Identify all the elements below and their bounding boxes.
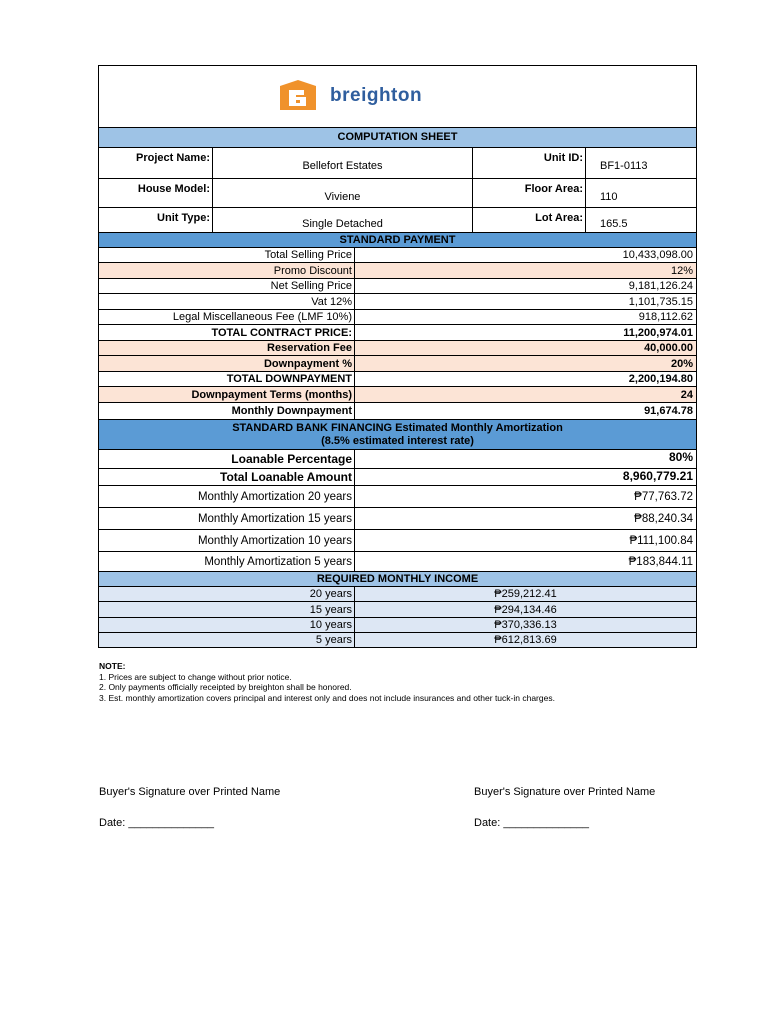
row-label: Monthly Amortization 10 years: [99, 530, 355, 551]
row-label: 5 years: [99, 633, 355, 647]
row-label: Vat 12%: [99, 294, 355, 309]
date-left: Date: ______________: [99, 817, 214, 829]
table-row: [99, 294, 696, 310]
table-row: [99, 486, 696, 508]
lot-area-label: Lot Area:: [535, 212, 583, 224]
row-value: 918,112.62: [638, 311, 693, 323]
row-label: 10 years: [99, 618, 355, 632]
required-income-title: REQUIRED MONTHLY INCOME: [99, 571, 696, 587]
date-right: Date: ______________: [474, 817, 589, 829]
bank-financing-title-line2: (8.5% estimated interest rate): [321, 435, 474, 447]
project-name-value: Bellefort Estates: [212, 148, 473, 178]
row-value: ₱259,212.41: [494, 588, 557, 600]
row-value: 20%: [670, 357, 693, 370]
row-value: ₱111,100.84: [629, 534, 693, 547]
row-value: 2,200,194.80: [628, 373, 693, 385]
notes: [99, 661, 555, 703]
loanable-percentage-label: Loanable Percentage: [99, 450, 355, 468]
unit-type-value: Single Detached: [212, 208, 473, 232]
unit-id-value: BF1-0113: [585, 148, 696, 178]
floor-area-value: 110: [585, 179, 696, 207]
project-row: [99, 148, 696, 179]
loanable-percentage-row: [99, 450, 696, 469]
row-value: 40,000.00: [644, 342, 693, 354]
table-row: [99, 552, 696, 571]
house-model-value: Viviene: [212, 179, 473, 207]
table-row: [99, 618, 696, 633]
breighton-logo: [276, 80, 422, 112]
notes-title: NOTE:: [99, 661, 126, 671]
breighton-logo-icon: [276, 80, 320, 112]
row-label: Net Selling Price: [99, 279, 355, 293]
row-label: Legal Miscellaneous Fee (LMF 10%): [99, 310, 355, 324]
total-loanable-value: [355, 469, 696, 485]
table-row: [99, 530, 696, 552]
loanable-percentage-value: 80%: [668, 450, 693, 464]
row-label: Total Selling Price: [99, 248, 355, 262]
total-loanable-amount: 8,960,779.21: [622, 469, 693, 483]
row-value: 1,101,735.15: [628, 295, 693, 308]
note-item: 2. Only payments officially receipted by breighton shall be honored.: [99, 682, 352, 692]
row-label: Reservation Fee: [99, 341, 355, 355]
table-row: [99, 248, 696, 263]
table-row: [99, 602, 696, 618]
table-row: [99, 403, 696, 419]
table-row: [99, 279, 696, 294]
row-label: Downpayment %: [99, 356, 355, 371]
row-value: ₱88,240.34: [634, 512, 693, 525]
row-label: 20 years: [99, 587, 355, 601]
row-label: Monthly Amortization 15 years: [99, 508, 355, 529]
row-value: 10,433,098.00: [622, 249, 693, 261]
total-loanable-label: Total Loanable Amount: [99, 469, 355, 485]
row-value: 9,181,126.24: [628, 280, 693, 292]
row-value: ₱294,134.46: [494, 603, 557, 616]
table-row: [99, 587, 696, 602]
note-item: 1. Prices are subject to change without prior notice.: [99, 671, 292, 682]
computation-sheet-title: COMPUTATION SHEET: [99, 127, 696, 148]
project-name-label: Project Name:: [136, 152, 210, 164]
table-row: [99, 263, 696, 279]
unit-type-row: [99, 208, 696, 232]
row-label: TOTAL CONTRACT PRICE:: [99, 325, 355, 340]
row-label: Promo Discount: [99, 263, 355, 278]
table-row: [99, 310, 696, 325]
floor-area-label: Floor Area:: [524, 183, 583, 195]
row-label: Monthly Amortization 20 years: [99, 486, 355, 507]
bank-financing-title-line1: STANDARD BANK FINANCING Estimated Monthly Amortization: [232, 422, 563, 434]
buyer-signature-left: Buyer's Signature over Printed Name: [99, 786, 281, 798]
row-label: Downpayment Terms (months): [99, 387, 355, 402]
table-row: [99, 387, 696, 403]
table-row: [99, 508, 696, 530]
table-row: [99, 325, 696, 341]
row-value: ₱612,813.69: [494, 634, 557, 646]
standard-payment-title: STANDARD PAYMENT: [99, 232, 696, 248]
lot-area-value: 165.5: [585, 208, 696, 232]
row-value: ₱77,763.72: [634, 490, 693, 503]
unit-type-label: Unit Type:: [157, 212, 210, 224]
row-value: 24: [680, 388, 693, 401]
table-row: [99, 356, 696, 372]
total-loanable-row: [99, 469, 696, 486]
buyer-signature-right: Buyer's Signature over Printed Name: [474, 786, 656, 798]
computation-sheet: [98, 65, 697, 648]
row-label: Monthly Downpayment: [99, 403, 355, 419]
unit-id-label: Unit ID:: [543, 152, 583, 164]
house-model-row: [99, 179, 696, 208]
table-row: [99, 633, 696, 647]
brand-name: breighton: [330, 85, 423, 106]
row-label: TOTAL DOWNPAYMENT: [99, 372, 355, 386]
row-value: ₱370,336.13: [494, 619, 557, 631]
note-item: 3. Est. monthly amortization covers principal and interest only and does not include insurances and other tuck-in charges.: [99, 692, 555, 703]
row-label: 15 years: [99, 602, 355, 617]
table-row: [99, 372, 696, 387]
table-row: [99, 341, 696, 356]
row-value: 12%: [670, 264, 693, 277]
row-value: 11,200,974.01: [623, 326, 693, 339]
bank-financing-title: [99, 419, 696, 450]
row-label: Monthly Amortization 5 years: [99, 552, 355, 571]
row-value: ₱183,844.11: [628, 555, 693, 568]
house-model-label: House Model:: [137, 183, 210, 195]
row-value: 91,674.78: [644, 405, 693, 417]
